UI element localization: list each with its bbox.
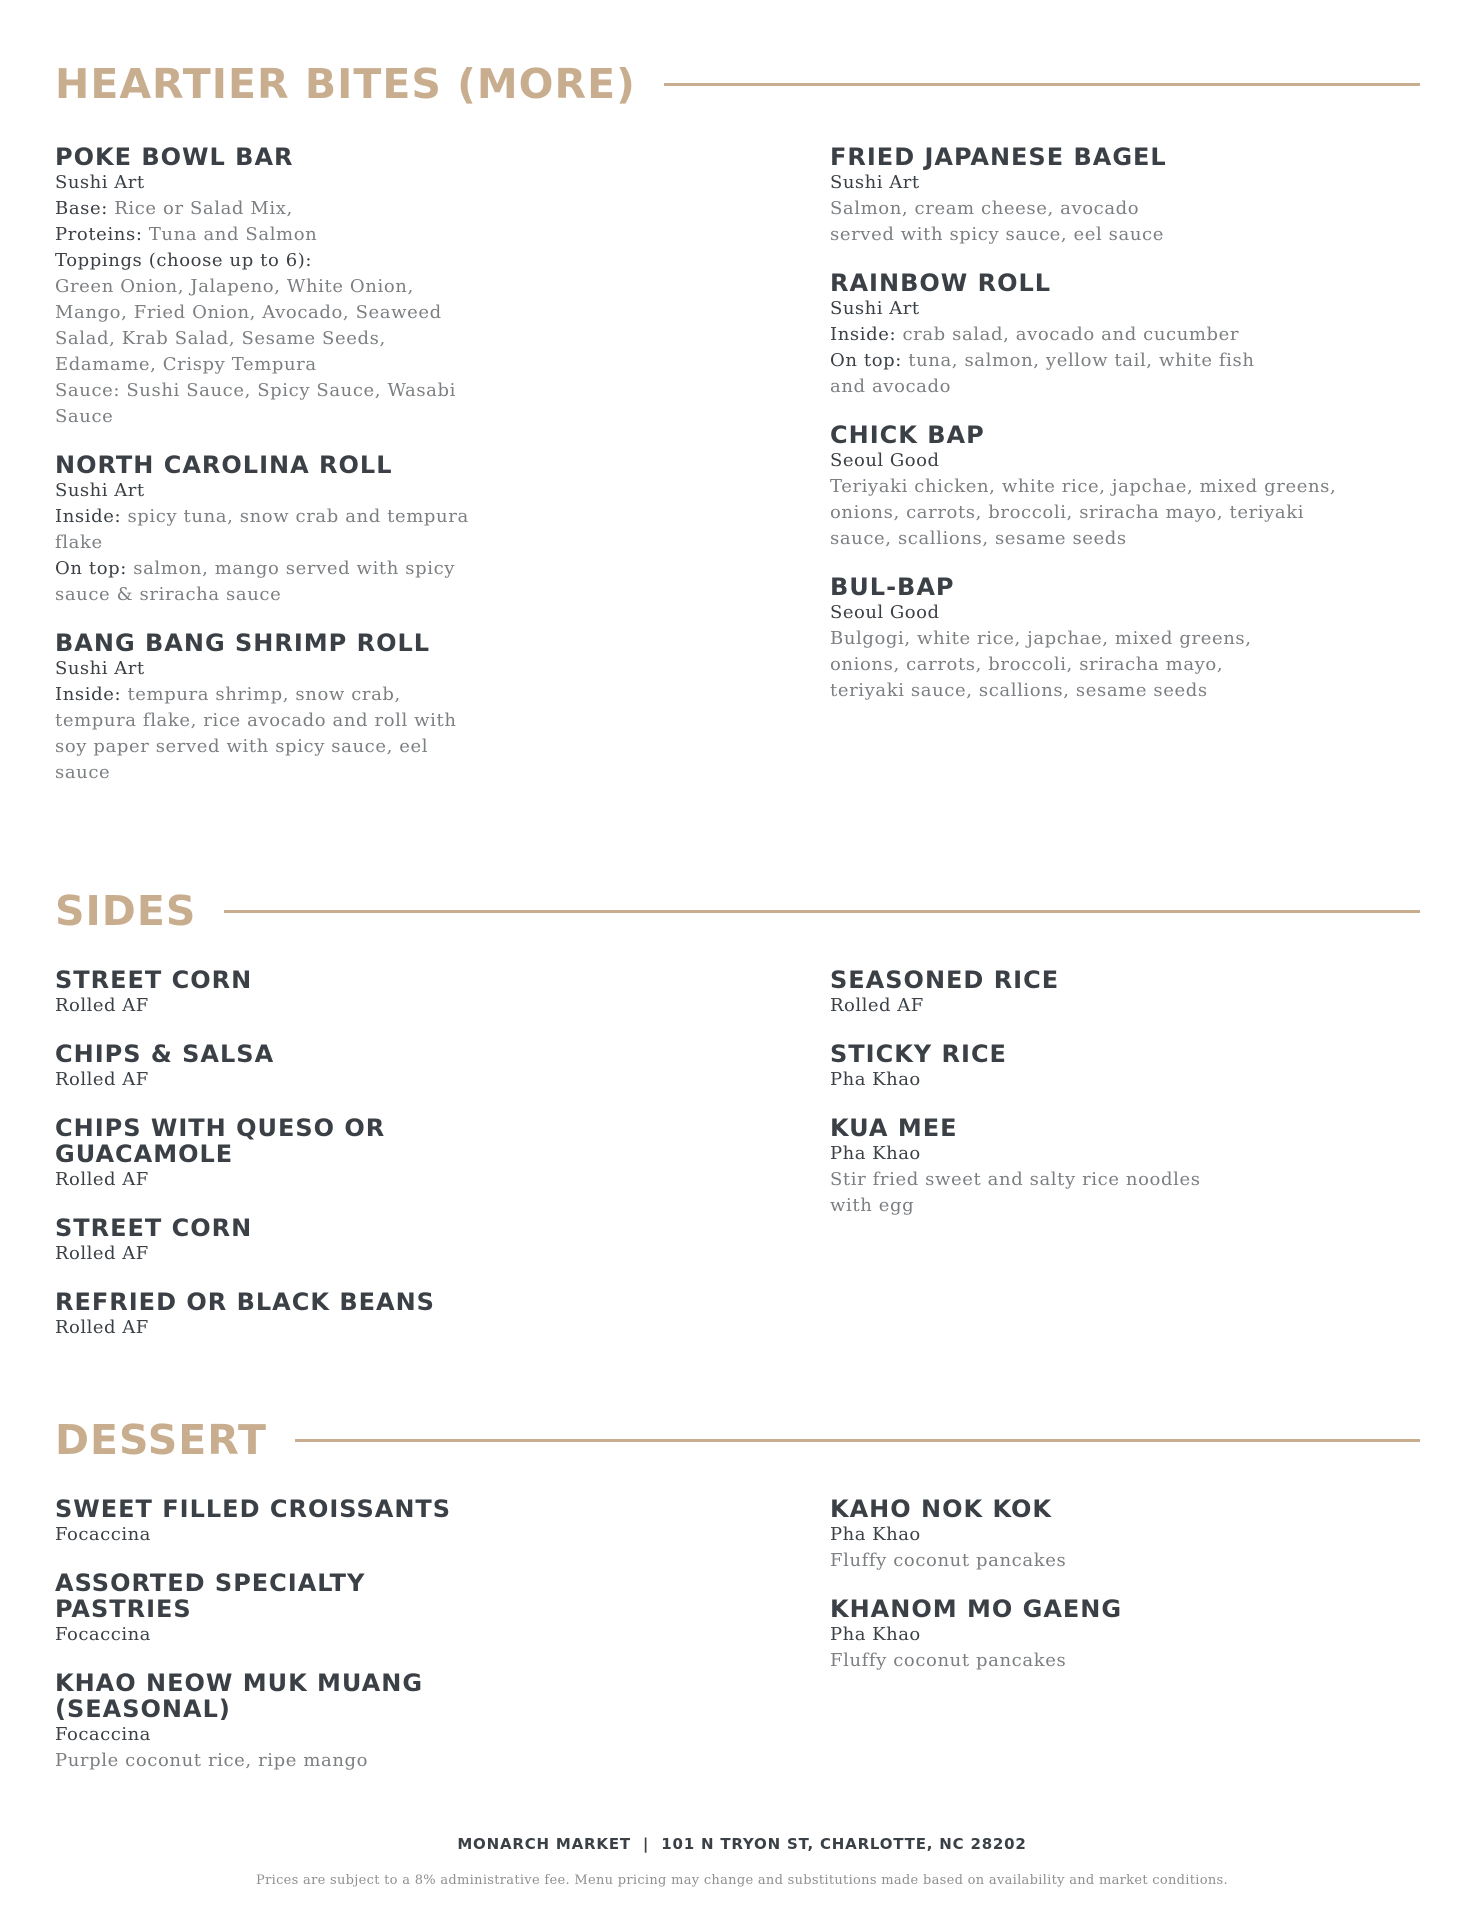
detail-label: Inside: — [55, 684, 122, 705]
item-vendor: Pha Khao — [830, 1069, 921, 1090]
item-vendor: Focaccina — [55, 1724, 151, 1745]
section-divider — [295, 1439, 1420, 1442]
item-vendor: Focaccina — [55, 1524, 151, 1545]
item-detail — [55, 222, 485, 248]
menu-item — [55, 452, 485, 608]
item-vendor: Rolled AF — [830, 995, 924, 1016]
menu-item — [55, 967, 485, 1019]
item-name: SWEET FILLED CROISSANTS — [55, 1495, 452, 1523]
item-description: Sauce: Sushi Sauce, Spicy Sauce, Wasabi Sauce — [55, 380, 456, 427]
item-detail — [830, 348, 1280, 400]
detail-text: Rice or Salad Mix, — [107, 198, 293, 219]
detail-label: Inside: — [830, 324, 897, 345]
detail-text: salmon, mango served with spicy sauce & sriracha sauce — [55, 558, 456, 605]
item-detail — [55, 196, 485, 222]
item-vendor: Seoul Good — [830, 450, 940, 471]
detail-label: Toppings (choose up to 6): — [55, 250, 313, 271]
menu-item — [830, 574, 1350, 704]
menu-item — [830, 144, 1350, 248]
item-vendor: Sushi Art — [830, 298, 920, 319]
section-heartier-bites — [55, 54, 1420, 783]
item-detail — [830, 322, 1350, 348]
item-vendor: Seoul Good — [830, 602, 940, 623]
item-name: STREET CORN — [55, 966, 253, 994]
item-description: Bulgogi, white rice, japchae, mixed greens, onions, carrots, broccoli, sriracha mayo, teriyaki sauce, scallions, sesame seeds — [830, 628, 1252, 701]
menu-item — [830, 1596, 1350, 1674]
detail-text: tuna, salmon, yellow tail, white fish and avocado — [830, 350, 1255, 397]
detail-label: Base: — [55, 198, 108, 219]
menu-item — [55, 1115, 485, 1193]
item-name: STICKY RICE — [830, 1040, 1007, 1068]
item-name: FRIED JAPANESE BAGEL — [830, 143, 1167, 171]
footer-note: Prices are subject to a 8% administrative fee. Menu pricing may change and substitutions made based on availability and market conditions. — [256, 1873, 1228, 1888]
footer-address: MONARCH MARKET | 101 N TRYON ST, CHARLOTTE, NC 28202 — [457, 1835, 1027, 1853]
menu-item — [55, 1215, 485, 1267]
item-vendor: Rolled AF — [55, 1243, 149, 1264]
item-vendor: Sushi Art — [55, 658, 145, 679]
item-vendor: Pha Khao — [830, 1524, 921, 1545]
item-vendor: Sushi Art — [830, 172, 920, 193]
menu-item — [830, 1041, 1350, 1093]
section-title: SIDES — [55, 887, 197, 935]
column-right — [830, 967, 1350, 1241]
menu-item — [830, 270, 1350, 400]
section-divider — [664, 83, 1420, 86]
item-description: Stir fried sweet and salty rice noodles with egg — [830, 1169, 1201, 1216]
detail-text: crab salad, avocado and cucumber — [896, 324, 1240, 345]
column-right — [830, 144, 1350, 726]
detail-text: tempura shrimp, snow crab, tempura flake, rice avocado and roll with soy paper served with spicy sauce, eel sauce — [55, 684, 457, 783]
detail-text: spicy tuna, snow crab and tempura flake — [55, 506, 469, 553]
item-vendor: Sushi Art — [55, 480, 145, 501]
item-description: Green Onion, Jalapeno, White Onion, Mango, Fried Onion, Avocado, Seaweed Salad, Krab Salad, Sesame Seeds, Edamame, Crispy Tempura — [55, 276, 442, 375]
menu-item — [55, 1496, 485, 1548]
menu-item — [55, 1670, 485, 1774]
detail-label: Inside: — [55, 506, 122, 527]
menu-item — [830, 967, 1350, 1019]
section-header — [55, 54, 1420, 114]
section-dessert — [55, 1410, 1420, 1771]
item-detail — [55, 556, 485, 608]
item-name: CHICK BAP — [830, 421, 985, 449]
menu-item — [55, 144, 485, 430]
item-detail — [55, 682, 485, 786]
menu-item — [830, 1496, 1350, 1574]
column-left — [55, 1496, 485, 1796]
item-vendor: Rolled AF — [55, 1169, 149, 1190]
item-name: REFRIED OR BLACK BEANS — [55, 1288, 435, 1316]
menu-item — [55, 1041, 485, 1093]
item-vendor: Rolled AF — [55, 1069, 149, 1090]
menu-item — [55, 1570, 485, 1648]
item-description: Salmon, cream cheese, avocado served with spicy sauce, eel sauce — [830, 198, 1164, 245]
section-header — [55, 881, 1420, 941]
column-left — [55, 967, 485, 1363]
menu-item — [830, 422, 1350, 552]
detail-label: Proteins: — [55, 224, 143, 245]
item-vendor: Rolled AF — [55, 995, 149, 1016]
detail-label: On top: — [830, 350, 902, 371]
item-name: POKE BOWL BAR — [55, 143, 294, 171]
item-name: STREET CORN — [55, 1214, 253, 1242]
item-name: CHIPS & SALSA — [55, 1040, 275, 1068]
item-description: Purple coconut rice, ripe mango — [55, 1750, 369, 1771]
item-name: BANG BANG SHRIMP ROLL — [55, 629, 431, 657]
item-name: SEASONED RICE — [830, 966, 1060, 994]
detail-label: On top: — [55, 558, 127, 579]
menu-item — [830, 1115, 1350, 1219]
item-name: KUA MEE — [830, 1114, 958, 1142]
item-vendor: Rolled AF — [55, 1317, 149, 1338]
section-title: HEARTIER BITES (MORE) — [55, 60, 636, 108]
item-vendor: Pha Khao — [830, 1624, 921, 1645]
item-name: ASSORTED SPECIALTY PASTRIES — [55, 1569, 366, 1623]
menu-item — [55, 1289, 485, 1341]
item-description: Teriyaki chicken, white rice, japchae, mixed greens, onions, carrots, broccoli, sriracha mayo, teriyaki sauce, scallions, sesame seeds — [830, 476, 1337, 549]
item-description: Fluffy coconut pancakes — [830, 1650, 1067, 1671]
column-right — [830, 1496, 1350, 1696]
item-name: KAHO NOK KOK — [830, 1495, 1052, 1523]
section-divider — [224, 910, 1420, 913]
menu-item — [55, 630, 485, 786]
item-description: Fluffy coconut pancakes — [830, 1550, 1067, 1571]
item-name: CHIPS WITH QUESO OR GUACAMOLE — [55, 1114, 386, 1168]
item-name: KHAO NEOW MUK MUANG (SEASONAL) — [55, 1669, 424, 1723]
item-detail — [55, 504, 485, 556]
column-left — [55, 144, 485, 808]
section-title: DESSERT — [55, 1416, 267, 1464]
item-vendor: Sushi Art — [55, 172, 145, 193]
item-vendor: Focaccina — [55, 1624, 151, 1645]
item-name: KHANOM MO GAENG — [830, 1595, 1123, 1623]
detail-text: Tuna and Salmon — [142, 224, 318, 245]
item-name: RAINBOW ROLL — [830, 269, 1052, 297]
section-header — [55, 1410, 1420, 1470]
item-name: NORTH CAROLINA ROLL — [55, 451, 393, 479]
item-name: BUL-BAP — [830, 573, 955, 601]
section-sides — [55, 881, 1420, 1338]
item-vendor: Pha Khao — [830, 1143, 921, 1164]
